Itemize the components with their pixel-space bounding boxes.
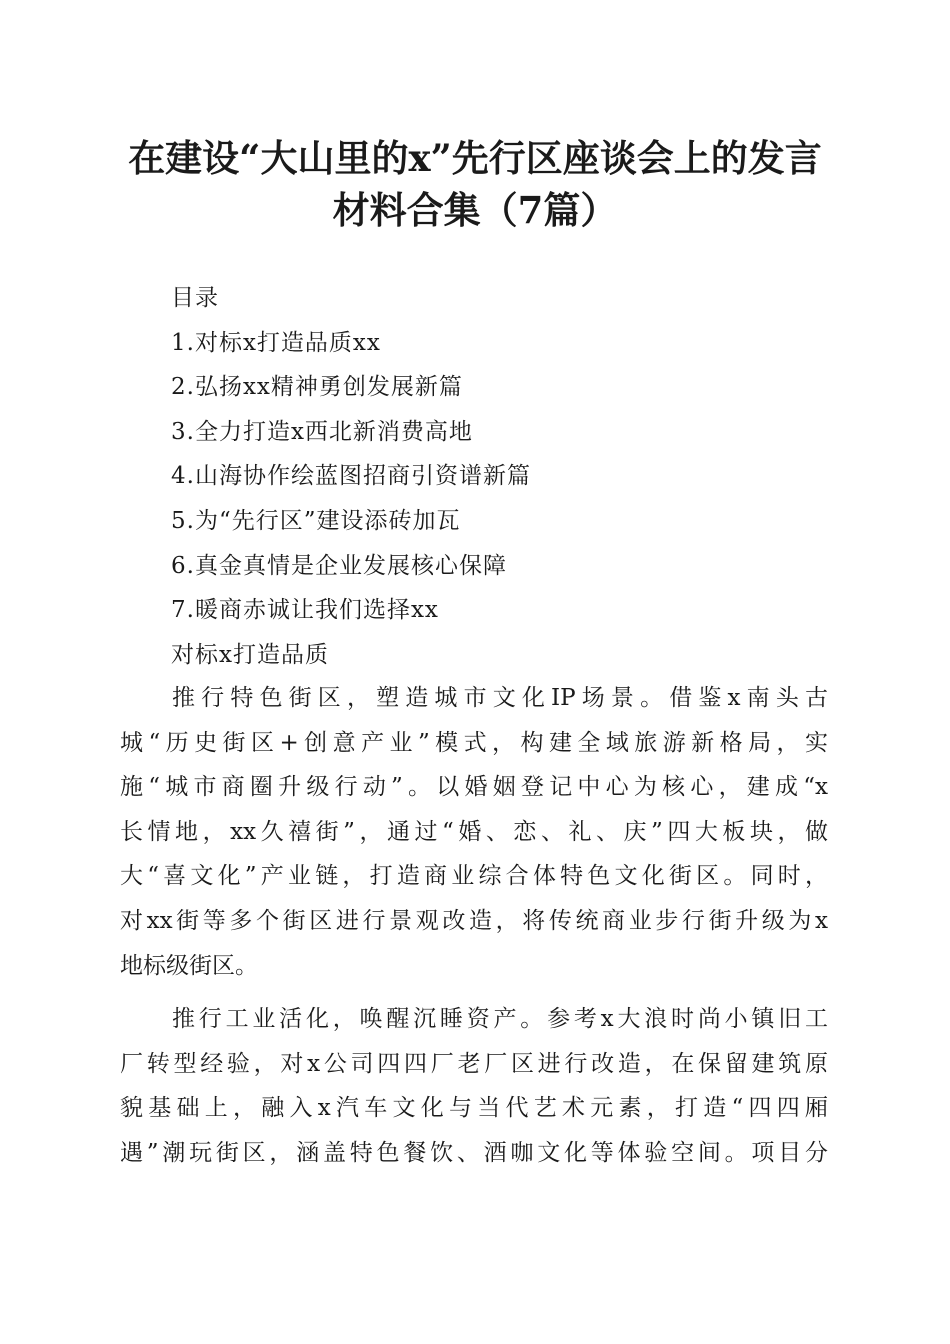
paragraph-line: 推行特色街区，塑造城市文化IP场景。借鉴x南头古 — [172, 685, 828, 711]
paragraph-line: 对xx街等多个街区进行景观改造，将传统商业步行街升级为x — [120, 907, 828, 934]
paragraph-line: 遇”潮玩街区，涵盖特色餐饮、酒咖文化等体验空间。项目分 — [120, 1139, 828, 1166]
paragraph-line: 长情地，xx久禧街”，通过“婚、恋、礼、庆”四大板块，做 — [120, 818, 828, 845]
paragraph-line: 施“城市商圈升级行动”。以婚姻登记中心为核心，建成“x — [120, 774, 828, 801]
paragraph-line: 貌基础上，融入x汽车文化与当代艺术元素，打造“四四厢 — [120, 1095, 828, 1122]
toc-item: 7.暖商赤诚让我们选择xx — [171, 597, 439, 624]
paragraph-line: 地标级街区。 — [120, 952, 258, 979]
document-title — [100, 132, 850, 236]
toc-item: 6.真金真情是企业发展核心保障 — [171, 552, 507, 579]
title-line-1: 在建设“大山里的x”先行区座谈会上的发言 — [128, 136, 822, 180]
paragraph-line: 推行工业活化，唤醒沉睡资产。参考x大浪时尚小镇旧工 — [172, 1006, 828, 1033]
paragraph-line: 大“喜文化”产业链，打造商业综合体特色文化街区。同时， — [120, 863, 828, 890]
toc-item: 5.为“先行区”建设添砖加瓦 — [171, 507, 461, 534]
paragraph-line: 厂转型经验，对x公司四四厂老厂区进行改造，在保留建筑原 — [120, 1050, 828, 1077]
body-text — [120, 676, 828, 1185]
toc-heading: 目录 — [171, 285, 219, 311]
paragraph-1 — [120, 676, 828, 988]
toc-item: 4.山海协作绘蓝图招商引资谱新篇 — [171, 463, 531, 490]
title-line-2: 材料合集（7篇） — [332, 188, 618, 232]
paragraph-2 — [120, 997, 828, 1175]
section-heading: 对标x打造品质 — [171, 641, 329, 668]
toc-item: 1.对标x打造品质xx — [171, 329, 381, 356]
table-of-contents — [171, 276, 531, 677]
toc-item: 3.全力打造x西北新消费高地 — [171, 418, 473, 445]
toc-item: 2.弘扬xx精神勇创发展新篇 — [171, 374, 463, 401]
paragraph-line: 城“历史街区+创意产业”模式，构建全域旅游新格局，实 — [120, 729, 828, 756]
